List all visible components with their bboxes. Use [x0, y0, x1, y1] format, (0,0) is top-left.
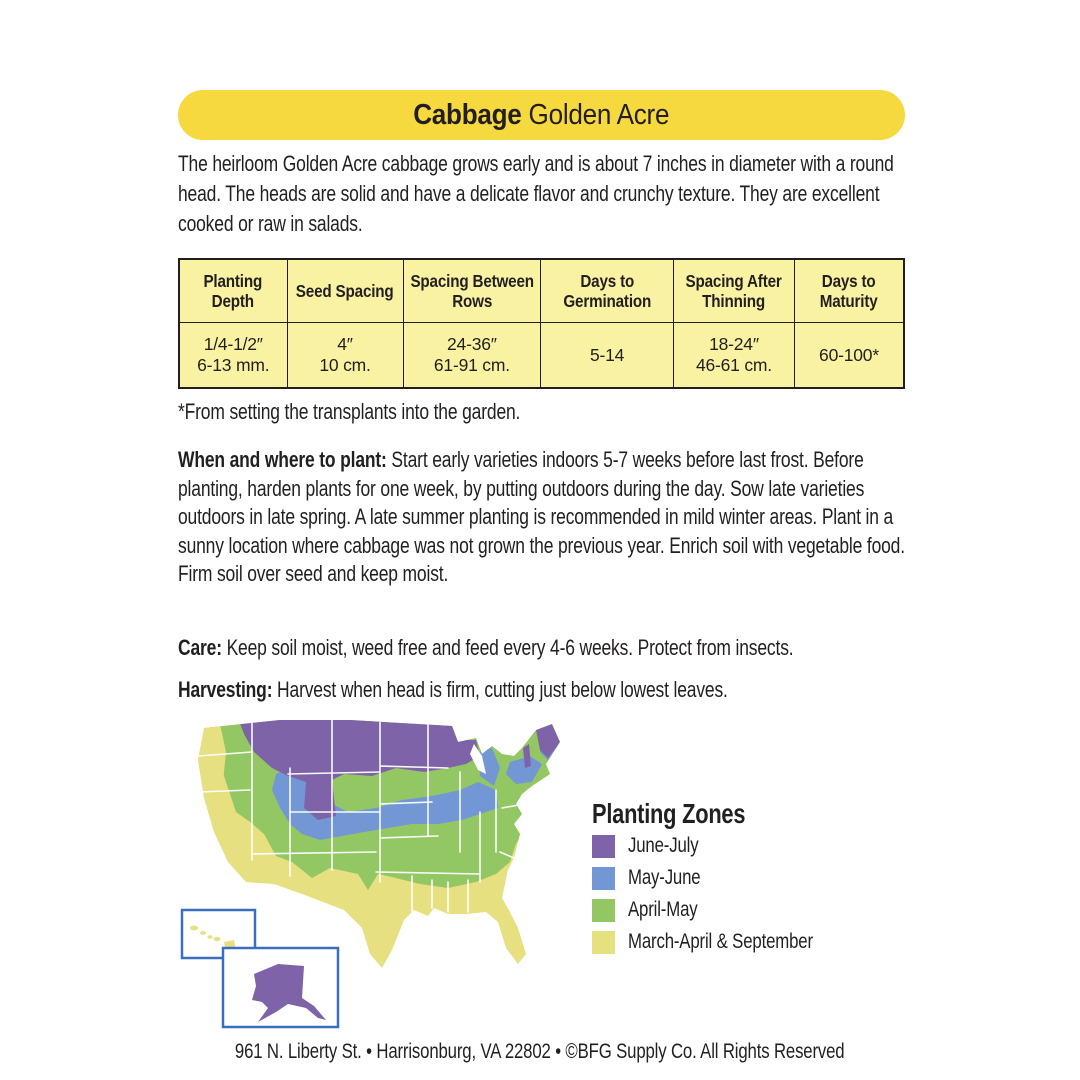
legend-label: March-April & September [628, 930, 813, 953]
spec-table-value-row [179, 323, 904, 389]
value-spacing-between-rows: 24-36″ 61-91 cm. [403, 323, 541, 389]
legend-label: June-July [628, 834, 699, 857]
spec-table-header-row [179, 259, 904, 323]
col-header-seed-spacing: Seed Spacing [287, 259, 403, 323]
col-header-days-to-germination: Days to Germination [541, 259, 674, 323]
table-footnote: *From setting the transplants into the garden. [178, 399, 521, 424]
value-planting-depth: 1/4-1/2″ 6-13 mm. [179, 323, 287, 389]
legend-label: April-May [628, 898, 698, 921]
legend-item-march-april-september [592, 926, 922, 958]
zone-swatch-april-may [592, 899, 615, 922]
col-header-spacing-between-rows: Spacing Between Rows [403, 259, 541, 323]
section-harvesting-text: Harvest when head is firm, cutting just below lowest leaves. [272, 677, 728, 702]
col-header-spacing-after-thinning: Spacing After Thinning [673, 259, 794, 323]
planting-zones-map [180, 712, 590, 1030]
intro-paragraph: The heirloom Golden Acre cabbage grows early and is about 7 inches in diameter with a round head. The heads are solid and have a delicate flavor and crunchy texture. They are excellent cooked or raw in salads. [178, 151, 894, 236]
value-spacing-after-thinning: 18-24″ 46-61 cm. [673, 323, 794, 389]
section-care-text: Keep soil moist, weed free and feed every 4-6 weeks. Protect from insects. [221, 635, 794, 660]
page-title [414, 99, 670, 132]
value-seed-spacing: 4″ 10 cm. [287, 323, 403, 389]
alaska-inset [223, 948, 338, 1027]
section-care [178, 634, 905, 662]
zone-swatch-june-july [592, 835, 615, 858]
section-harvesting [178, 676, 905, 704]
section-when-and-where [178, 446, 905, 589]
legend-item-may-june [592, 862, 922, 894]
legend-label: May-June [628, 866, 701, 889]
col-header-planting-depth: Planting Depth [179, 259, 287, 323]
legend-item-june-july [592, 830, 922, 862]
planting-zones-legend [592, 798, 922, 958]
col-header-days-to-maturity: Days to Maturity [795, 259, 905, 323]
planting-spec-table [178, 258, 905, 389]
legend-title: Planting Zones [592, 798, 746, 829]
section-when-text: Start early varieties indoors 5-7 weeks before last frost. Before planting, harden plants for one week, by putting outdoors during the day. Sow late varieties outdoors in late spring. A late summer planting is recommended in mild winter areas. Plant in a sunny location where cabbage was not grown the previous year. Enrich soil with vegetable food. Firm soil over seed and keep moist. [178, 447, 905, 587]
zone-swatch-may-june [592, 867, 615, 890]
value-days-to-maturity: 60-100* [795, 323, 905, 389]
section-when-label: When and where to plant: [178, 447, 387, 472]
footer-address-copyright: 961 N. Liberty St. • Harrisonburg, VA 22802 • ©BFG Supply Co. All Rights Reserved [234, 1039, 845, 1063]
zone-swatch-march-april-september [592, 931, 615, 954]
section-care-label: Care: [178, 635, 222, 660]
title-cultivar: Golden Acre [521, 98, 670, 131]
title-variety-bold: Cabbage [413, 98, 522, 131]
value-days-to-germination: 5-14 [541, 323, 674, 389]
legend-item-april-may [592, 894, 922, 926]
title-banner [178, 90, 905, 140]
section-harvesting-label: Harvesting: [178, 677, 273, 702]
